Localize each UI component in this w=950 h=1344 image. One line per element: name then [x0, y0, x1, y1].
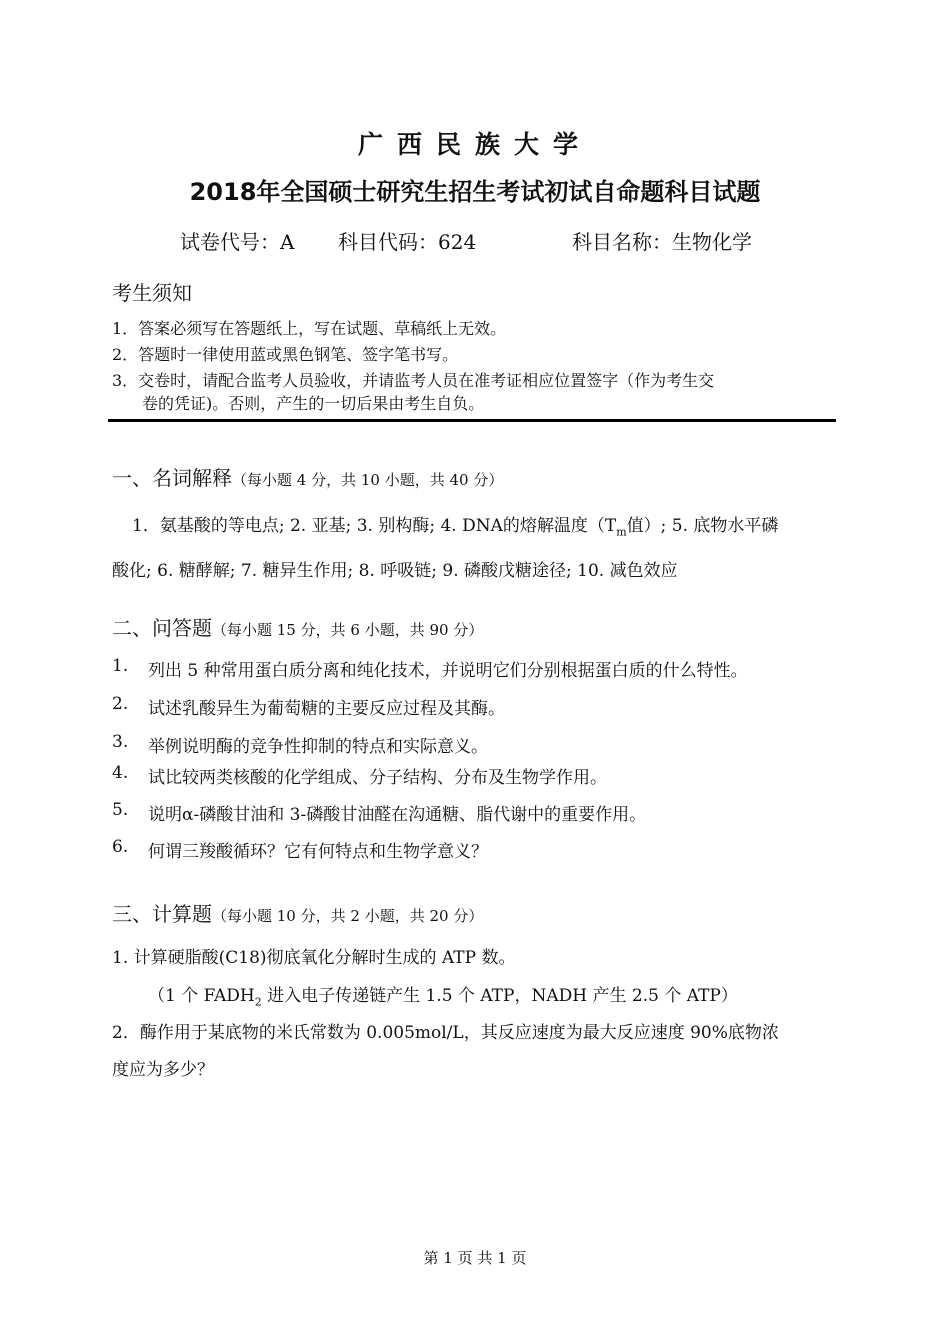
section1-line1-sub: m	[616, 525, 627, 539]
section2-title: 二、问答题	[112, 616, 212, 640]
question-number: 4.	[112, 763, 129, 783]
notice-heading: 考生须知	[112, 281, 192, 305]
section3-note: （每小题 10 分，共 2 小题，共 20 分）	[212, 907, 484, 925]
question-number: 5.	[112, 800, 129, 820]
section3-q1-hint	[148, 981, 738, 1008]
section2-heading	[112, 612, 483, 641]
page-footer: 第 1 页 共 1 页	[423, 1249, 527, 1267]
question-number: 6.	[112, 837, 129, 857]
notice-item-3-cont: 卷的凭证)。否则，产生的一切后果由考生自负。	[142, 394, 485, 413]
question-number: 2.	[112, 694, 129, 714]
question-6	[0, 837, 950, 861]
section3-q1: 1. 计算硬脂酸(C18)彻底氧化分解时生成的 ATP 数。	[112, 948, 516, 968]
section1-title: 一、名词解释	[112, 466, 232, 490]
paper-code: 试卷代号：A	[180, 230, 295, 254]
subject-code: 科目代码：624	[338, 230, 477, 254]
section3-q2-line1: 2．酶作用于某底物的米氏常数为 0.005mol/L，其反应速度为最大反应速度 90%底物浓	[112, 1023, 779, 1043]
section1-line2: 酸化; 6. 糖酵解; 7. 糖异生作用; 8. 呼吸链; 9. 磷酸戊糖途径; 10. 减色效应	[112, 561, 678, 581]
divider-rule	[108, 419, 836, 422]
section3-title: 三、计算题	[112, 902, 212, 926]
section1-note: （每小题 4 分，共 10 小题，共 40 分）	[232, 471, 504, 489]
question-number: 1.	[112, 656, 129, 676]
section3-heading	[112, 898, 483, 927]
notice-item-1: 1．答案必须写在答题纸上，写在试题、草稿纸上无效。	[112, 319, 507, 338]
section1-heading	[112, 462, 503, 491]
question-text: 何谓三羧酸循环？它有何特点和生物学意义？	[148, 842, 488, 862]
notice-item-2: 2．答题时一律使用蓝或黑色钢笔、签字笔书写。	[112, 345, 459, 364]
section1-line1-b: 值）; 5. 底物水平磷	[626, 516, 779, 536]
question-text: 试比较两类核酸的化学组成、分子结构、分布及生物学作用。	[148, 768, 607, 788]
question-text: 举例说明酶的竞争性抑制的特点和实际意义。	[148, 737, 488, 757]
question-2	[0, 694, 950, 718]
question-text: 试述乳酸异生为葡萄糖的主要反应过程及其酶。	[148, 699, 505, 719]
question-5	[0, 800, 950, 824]
question-1	[0, 656, 950, 680]
subject-name: 科目名称：生物化学	[572, 230, 752, 254]
section1-line1-a: 1．氨基酸的等电点; 2. 亚基; 3. 别构酶; 4. DNA的熔解温度（T	[132, 516, 617, 536]
section1-line1	[132, 511, 778, 538]
question-text: 列出 5 种常用蛋白质分离和纯化技术，并说明它们分别根据蛋白质的什么特性。	[148, 661, 748, 681]
hint-a: （1 个 FADH	[148, 986, 255, 1006]
section3-q2-line2: 度应为多少？	[112, 1060, 214, 1080]
question-4	[0, 763, 950, 787]
question-3	[0, 732, 950, 756]
university-title: 广西民族大学	[357, 130, 592, 159]
question-number: 3.	[112, 732, 129, 752]
notice-item-3: 3．交卷时，请配合监考人员验收，并请监考人员在准考证相应位置签字（作为考生交	[112, 371, 715, 390]
hint-b: 进入电子传递链产生 1.5 个 ATP，NADH 产生 2.5 个 ATP）	[261, 986, 738, 1006]
hint-sub: 2	[254, 995, 262, 1009]
question-text: 说明α-磷酸甘油和 3-磷酸甘油醛在沟通糖、脂代谢中的重要作用。	[148, 805, 647, 825]
section2-note: （每小题 15 分，共 6 小题，共 90 分）	[212, 621, 484, 639]
exam-title: 2018年全国硕士研究生招生考试初试自命题科目试题	[189, 178, 761, 206]
